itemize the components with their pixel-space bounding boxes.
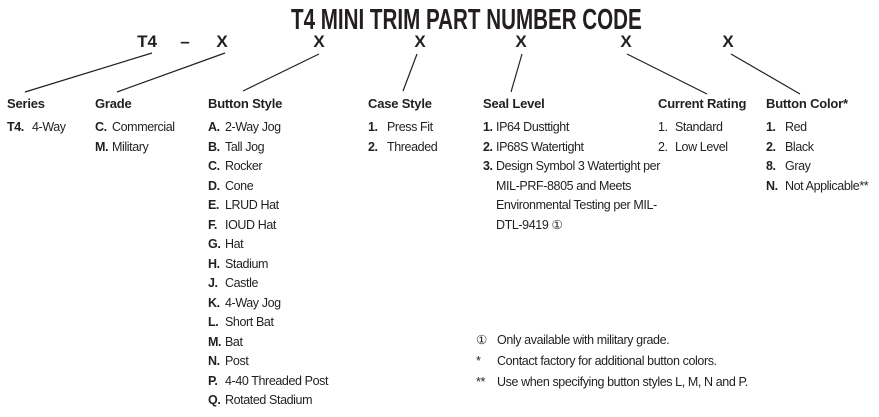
- option-row: [208, 118, 328, 138]
- option-code: L.: [208, 315, 219, 329]
- separator-dash: –: [180, 32, 190, 51]
- option-code: B.: [208, 139, 220, 154]
- option-label: 2-Way Jog: [225, 120, 281, 134]
- option-label: Threaded: [387, 139, 438, 154]
- option-row: [7, 118, 66, 138]
- option-row: [208, 157, 328, 177]
- option-row: [208, 372, 328, 392]
- option-code: A.: [208, 120, 220, 134]
- option-row: [483, 118, 666, 138]
- option-code: M.: [208, 334, 222, 349]
- option-code: 1.: [483, 120, 493, 134]
- option-code: N.: [208, 354, 220, 368]
- option-code: J.: [208, 276, 218, 290]
- option-row: [208, 138, 328, 158]
- option-row: [368, 138, 437, 158]
- connector-current-rating: [627, 54, 707, 94]
- option-row: [208, 391, 328, 411]
- column-header-case-style: Case Style: [368, 96, 432, 111]
- column-header-button-style: Button Style: [208, 96, 283, 111]
- option-code: 2.: [368, 139, 378, 154]
- option-label: Standard: [675, 120, 723, 134]
- option-row: [208, 313, 328, 333]
- option-code: D.: [208, 178, 220, 193]
- option-code: 1.: [766, 120, 776, 134]
- option-label: Hat: [225, 237, 244, 251]
- connector-button-style: [243, 54, 319, 91]
- option-row: [208, 216, 328, 236]
- option-code: 2.: [766, 139, 776, 154]
- option-label: Castle: [225, 276, 259, 290]
- connector-series: [25, 53, 152, 92]
- option-label: Tall Jog: [225, 139, 265, 154]
- option-row: [208, 333, 328, 353]
- option-label: Gray: [785, 159, 811, 173]
- option-code: 2.: [658, 139, 668, 154]
- footnote-double-asterisk: [476, 372, 748, 393]
- option-label: IP68S Watertight: [496, 139, 584, 154]
- column-button-style: [208, 96, 328, 411]
- option-code: C.: [95, 120, 107, 134]
- option-label: 4-40 Threaded Post: [225, 373, 329, 388]
- option-label: Low Level: [675, 139, 728, 154]
- option-row: [208, 235, 328, 255]
- column-current-rating: [658, 96, 746, 157]
- option-row: [208, 352, 328, 372]
- option-label: Cone: [225, 178, 254, 193]
- option-label: IOUD Hat: [225, 217, 276, 232]
- option-row: [766, 177, 868, 197]
- column-case-style: [368, 96, 437, 157]
- option-row: [483, 157, 666, 235]
- option-row: [766, 157, 868, 177]
- footnote-marker: *: [476, 354, 481, 368]
- option-code: K.: [208, 295, 220, 310]
- series-prefix: T4: [137, 32, 157, 51]
- option-row: [95, 118, 175, 138]
- option-code: G.: [208, 237, 221, 251]
- option-label: Black: [785, 139, 814, 154]
- placeholder-x-3: X: [414, 32, 426, 51]
- option-code: P.: [208, 373, 218, 388]
- placeholder-x-4: X: [515, 32, 527, 51]
- placeholder-x-5: X: [620, 32, 632, 51]
- connector-case-style: [403, 54, 417, 91]
- option-row: [208, 274, 328, 294]
- option-row: [208, 196, 328, 216]
- option-row: [208, 177, 328, 197]
- option-label: Short Bat: [225, 315, 274, 329]
- column-button-color: [766, 96, 868, 196]
- option-label: Press Fit: [387, 120, 433, 134]
- footnotes: [476, 330, 748, 393]
- option-code: N.: [766, 178, 778, 193]
- column-series: [7, 96, 66, 138]
- option-label: Bat: [225, 334, 243, 349]
- option-row: [766, 118, 868, 138]
- option-code: 2.: [483, 139, 493, 154]
- option-row: [368, 118, 437, 138]
- option-code: Q.: [208, 393, 221, 407]
- option-code: 1.: [658, 120, 668, 134]
- column-header-grade: Grade: [95, 96, 132, 111]
- option-row: [483, 138, 666, 158]
- option-code: F.: [208, 217, 217, 232]
- option-label: 4-Way: [32, 120, 66, 134]
- option-code: C.: [208, 159, 220, 173]
- option-label: IP64 Dusttight: [496, 120, 569, 134]
- option-label: Post: [225, 354, 249, 368]
- option-code: M.: [95, 139, 109, 154]
- column-seal-level: [483, 96, 666, 235]
- option-label: 4-Way Jog: [225, 295, 281, 310]
- option-label: Design Symbol 3 Watertight per MIL-PRF-8805 and Meets Environmental Testing per MIL-DTL-9419 ①: [496, 159, 661, 232]
- option-label: Rocker: [225, 159, 263, 173]
- placeholder-x-1: X: [216, 32, 228, 51]
- page-title: T4 MINI TRIM PART NUMBER CODE: [291, 4, 642, 36]
- footnote-text: Use when specifying button styles L, M, N and P.: [497, 375, 748, 389]
- option-code: H.: [208, 256, 220, 271]
- footnote-marker: **: [476, 375, 485, 389]
- option-row: [658, 138, 746, 158]
- column-header-current-rating: Current Rating: [658, 96, 747, 111]
- footnote-asterisk: [476, 351, 748, 372]
- footnote-marker: ①: [476, 333, 487, 347]
- option-label: Rotated Stadium: [225, 393, 313, 407]
- connector-seal-level: [511, 54, 522, 92]
- option-row: [208, 294, 328, 314]
- option-label: Red: [785, 120, 807, 134]
- column-grade: [95, 96, 175, 157]
- option-code: E.: [208, 198, 220, 212]
- option-code: T4.: [7, 120, 24, 134]
- footnote-circle-1: [476, 330, 748, 351]
- option-label: Not Applicable**: [785, 178, 869, 193]
- connector-button-color: [731, 54, 800, 94]
- option-label: Commercial: [112, 120, 175, 134]
- option-label: LRUD Hat: [225, 198, 279, 212]
- footnote-text: Only available with military grade.: [497, 333, 670, 347]
- footnote-text: Contact factory for additional button colors.: [497, 354, 717, 368]
- column-header-series: Series: [7, 96, 45, 111]
- option-row: [766, 138, 868, 158]
- column-header-seal-level: Seal Level: [483, 96, 545, 111]
- option-row: [658, 118, 746, 138]
- placeholder-x-2: X: [313, 32, 325, 51]
- option-code: 8.: [766, 159, 776, 173]
- placeholder-x-6: X: [722, 32, 734, 51]
- option-row: [208, 255, 328, 275]
- option-code: 3.: [483, 159, 493, 173]
- option-label: Military: [112, 139, 149, 154]
- option-code: 1.: [368, 120, 378, 134]
- column-header-button-color: Button Color*: [766, 96, 848, 111]
- connector-grade: [117, 53, 225, 92]
- option-row: [95, 138, 175, 158]
- option-label: Stadium: [225, 256, 269, 271]
